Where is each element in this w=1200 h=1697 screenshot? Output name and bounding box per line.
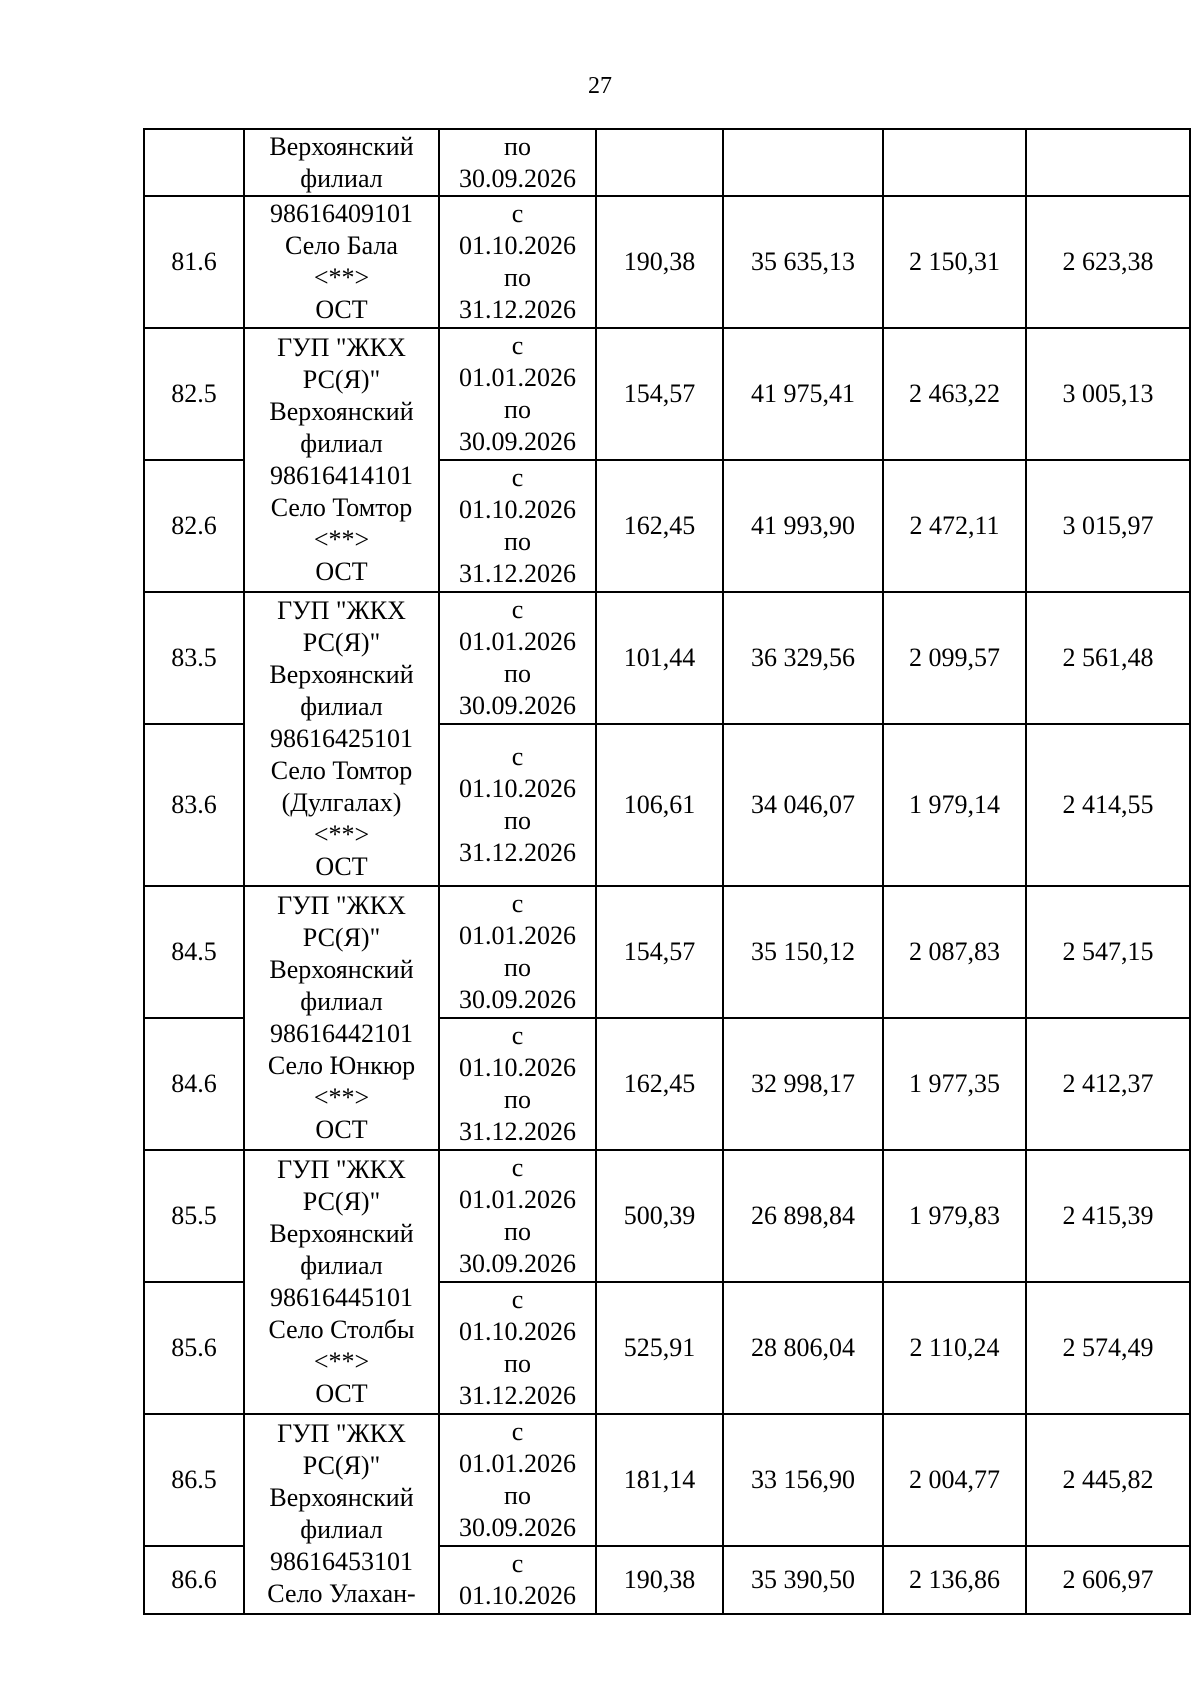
value-cell: 2 414,55 [1026, 724, 1190, 886]
value-cell: 2 004,77 [883, 1414, 1026, 1546]
value-cell: 2 445,82 [1026, 1414, 1190, 1546]
organization-cell: Верхоянский филиал [244, 129, 439, 196]
value-cell: 525,91 [596, 1282, 723, 1414]
row-number-cell: 86.5 [144, 1414, 244, 1546]
value-cell: 2 547,15 [1026, 886, 1190, 1018]
page-number: 27 [588, 73, 612, 99]
value-cell: 36 329,56 [723, 592, 883, 724]
value-cell: 2 606,97 [1026, 1546, 1190, 1614]
value-cell: 162,45 [596, 460, 723, 592]
value-cell: 34 046,07 [723, 724, 883, 886]
organization-cell: 98616409101 Село Бала <**> ОСТ [244, 196, 439, 328]
organization-cell: ГУП "ЖКХ РС(Я)" Верхоянский филиал 98616445101 Село Столбы <**> ОСТ [244, 1150, 439, 1414]
table-row [144, 196, 1190, 328]
row-number-cell: 83.6 [144, 724, 244, 886]
value-cell: 1 979,14 [883, 724, 1026, 886]
value-cell: 32 998,17 [723, 1018, 883, 1150]
value-cell: 190,38 [596, 196, 723, 328]
value-cell: 1 977,35 [883, 1018, 1026, 1150]
value-cell: 181,14 [596, 1414, 723, 1546]
value-cell: 41 975,41 [723, 328, 883, 460]
period-cell: с 01.10.2026 [439, 1546, 596, 1614]
row-number-cell: 81.6 [144, 196, 244, 328]
table-row [144, 886, 1190, 1018]
value-cell: 500,39 [596, 1150, 723, 1282]
row-number-cell: 85.6 [144, 1282, 244, 1414]
row-number-cell: 86.6 [144, 1546, 244, 1614]
period-cell: с 01.10.2026 по 31.12.2026 [439, 724, 596, 886]
value-cell: 2 463,22 [883, 328, 1026, 460]
value-cell: 2 472,11 [883, 460, 1026, 592]
row-number-cell: 82.5 [144, 328, 244, 460]
row-number-cell: 84.6 [144, 1018, 244, 1150]
value-cell [1026, 129, 1190, 196]
organization-cell: ГУП "ЖКХ РС(Я)" Верхоянский филиал 98616414101 Село Томтор <**> ОСТ [244, 328, 439, 592]
period-cell: с 01.01.2026 по 30.09.2026 [439, 328, 596, 460]
value-cell: 35 635,13 [723, 196, 883, 328]
period-cell: с 01.10.2026 по 31.12.2026 [439, 196, 596, 328]
table-row [144, 129, 1190, 196]
value-cell: 154,57 [596, 886, 723, 1018]
value-cell: 2 415,39 [1026, 1150, 1190, 1282]
value-cell: 2 561,48 [1026, 592, 1190, 724]
organization-cell: ГУП "ЖКХ РС(Я)" Верхоянский филиал 98616425101 Село Томтор (Дулгалах) <**> ОСТ [244, 592, 439, 886]
row-number-cell: 83.5 [144, 592, 244, 724]
row-number-cell: 82.6 [144, 460, 244, 592]
period-cell: с 01.01.2026 по 30.09.2026 [439, 592, 596, 724]
value-cell: 33 156,90 [723, 1414, 883, 1546]
period-cell: с 01.10.2026 по 31.12.2026 [439, 460, 596, 592]
value-cell: 2 150,31 [883, 196, 1026, 328]
period-cell: с 01.10.2026 по 31.12.2026 [439, 1018, 596, 1150]
period-cell: с 01.01.2026 по 30.09.2026 [439, 886, 596, 1018]
value-cell: 190,38 [596, 1546, 723, 1614]
value-cell: 28 806,04 [723, 1282, 883, 1414]
value-cell: 2 099,57 [883, 592, 1026, 724]
value-cell: 154,57 [596, 328, 723, 460]
value-cell: 2 623,38 [1026, 196, 1190, 328]
row-number-cell: 85.5 [144, 1150, 244, 1282]
value-cell: 35 390,50 [723, 1546, 883, 1614]
value-cell: 26 898,84 [723, 1150, 883, 1282]
value-cell: 1 979,83 [883, 1150, 1026, 1282]
value-cell: 3 005,13 [1026, 328, 1190, 460]
row-number-cell [144, 129, 244, 196]
period-cell: с 01.01.2026 по 30.09.2026 [439, 1414, 596, 1546]
value-cell: 2 110,24 [883, 1282, 1026, 1414]
value-cell [883, 129, 1026, 196]
table-row [144, 328, 1190, 460]
value-cell: 2 574,49 [1026, 1282, 1190, 1414]
period-cell: по 30.09.2026 [439, 129, 596, 196]
period-cell: с 01.01.2026 по 30.09.2026 [439, 1150, 596, 1282]
value-cell: 3 015,97 [1026, 460, 1190, 592]
table-row [144, 1414, 1190, 1546]
value-cell: 162,45 [596, 1018, 723, 1150]
value-cell: 35 150,12 [723, 886, 883, 1018]
table-row [144, 1150, 1190, 1282]
value-cell: 106,61 [596, 724, 723, 886]
table-row [144, 592, 1190, 724]
value-cell: 41 993,90 [723, 460, 883, 592]
organization-cell: ГУП "ЖКХ РС(Я)" Верхоянский филиал 98616442101 Село Юнкюр <**> ОСТ [244, 886, 439, 1150]
value-cell [596, 129, 723, 196]
period-cell: с 01.10.2026 по 31.12.2026 [439, 1282, 596, 1414]
value-cell [723, 129, 883, 196]
value-cell: 101,44 [596, 592, 723, 724]
value-cell: 2 087,83 [883, 886, 1026, 1018]
tariff-table [143, 128, 1191, 1615]
organization-cell: ГУП "ЖКХ РС(Я)" Верхоянский филиал 98616453101 Село Улахан- [244, 1414, 439, 1614]
value-cell: 2 412,37 [1026, 1018, 1190, 1150]
value-cell: 2 136,86 [883, 1546, 1026, 1614]
row-number-cell: 84.5 [144, 886, 244, 1018]
